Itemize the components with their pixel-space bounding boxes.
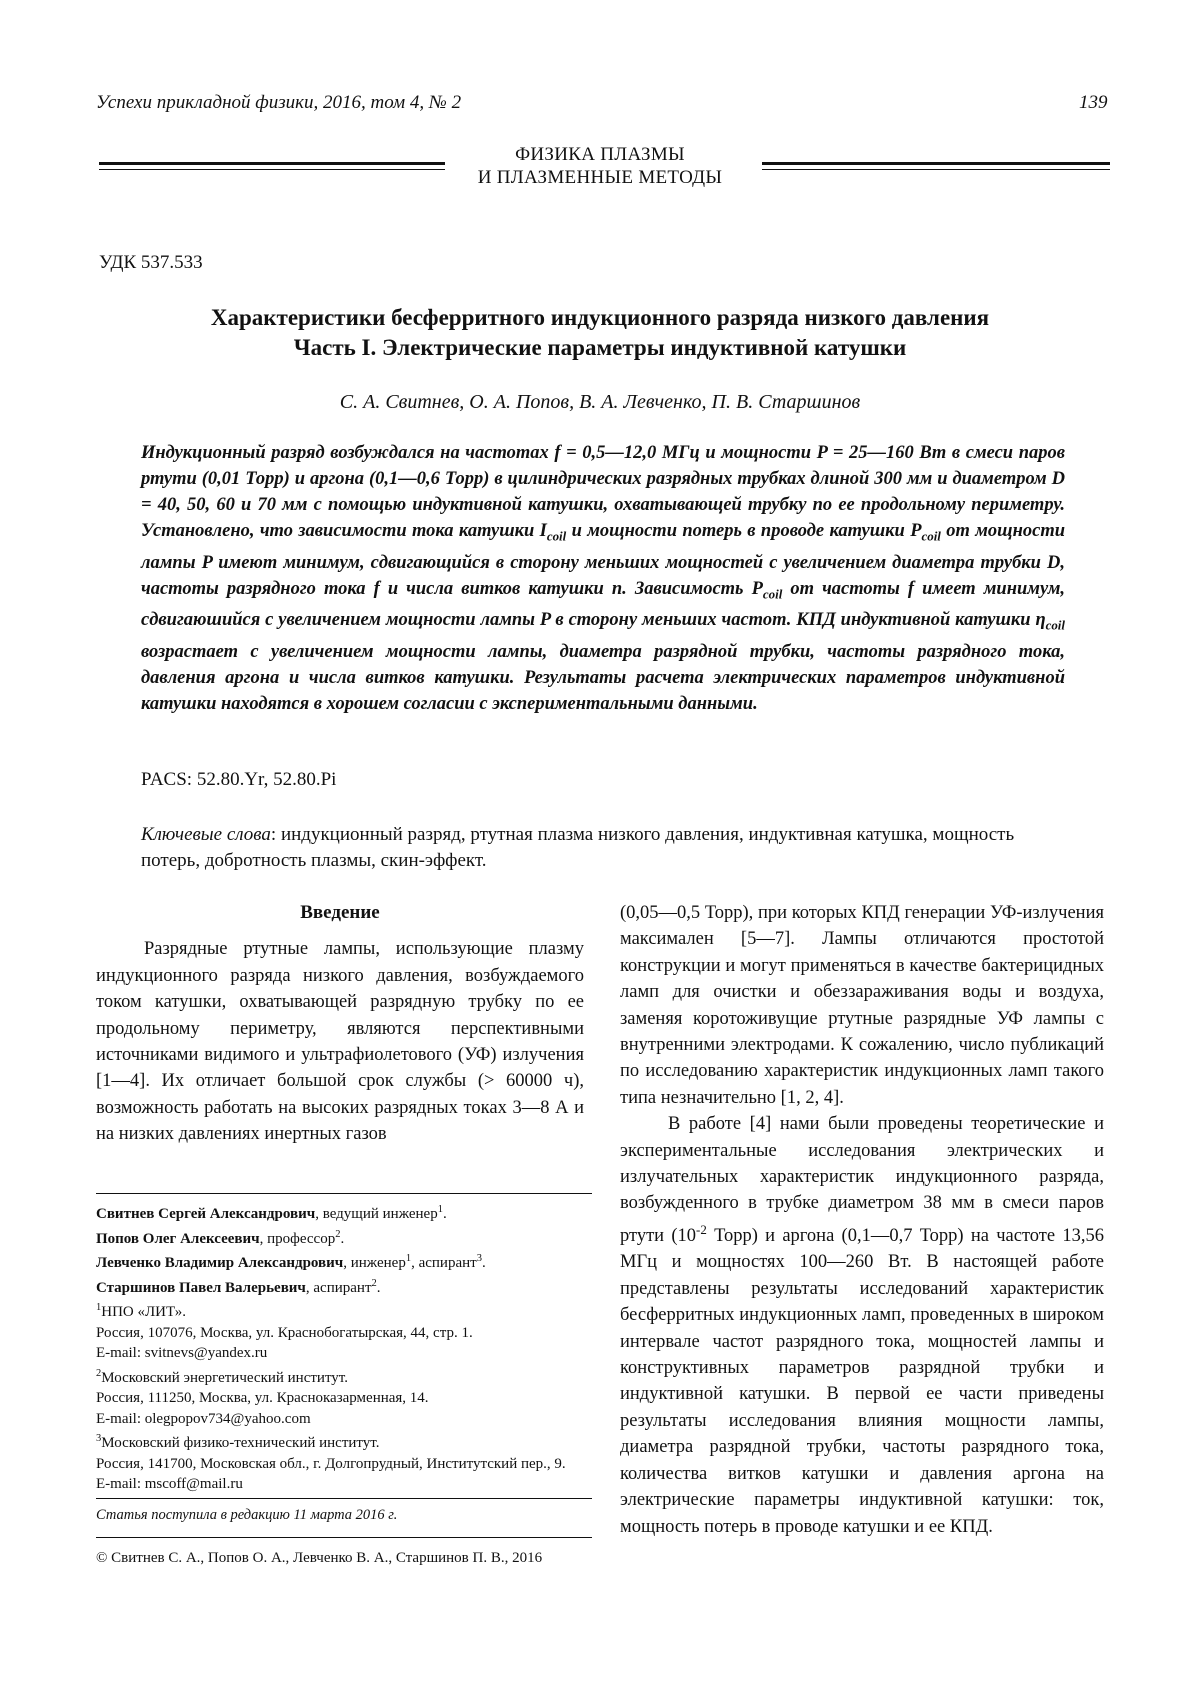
intro-paragraph-1: Разрядные ртутные лампы, использующие плазму индукционного разряда низкого давления, возбуждаемого током катушки, охватывающей разрядную трубку по ее продольному периметру, являются перспективными источниками видимого и ультрафиолетового (УФ) излучения [1—4]. Их отличает большой срок службы (> 60000 ч), возможность работать на высоких разрядных токах 3—8 А и на низких давлениях инертных газов — [96, 939, 584, 1145]
abstract-sub2: coil — [921, 528, 941, 544]
intro-paragraph-1-continued: (0,05—0,5 Торр), при которых КПД генерации УФ-излучения максимален [5—7]. Лампы отличаются простотой конструкции и могут применяться в качестве бактерицидных ламп для очистки и обеззараживания воды и воздуха, заменяя коротоживущие ртутные разрядные УФ лампы с внутренними электродами. К сожалению, число публикаций по исследованию характеристик индукционных ламп такого типа незначительно [1, 2, 4]. — [620, 903, 1104, 1108]
affiliation-2-email: E-mail: olegpopov734@yahoo.com — [96, 1410, 311, 1427]
running-header-journal: Успехи прикладной физики, 2016, том 4, № 2 — [96, 92, 462, 113]
paper-title — [0, 303, 1200, 363]
affiliation-1-email: E-mail: svitnevs@yandex.ru — [96, 1345, 268, 1361]
abstract-sub3: coil — [762, 586, 783, 602]
abstract-part1: Индукционный разряд возбуждался на частотах f = 0,5—12,0 МГц и мощности P = 25—160 Вт в смеси паров ртути (0,01 Торр) и аргона (0,1—0,6 Торр) в цилиндрических разрядных трубках длиной 300 мм и диаметром D = 40, 50, 60 и 70 мм с помощью индуктивной катушки, охватывающей трубку по ее продольному периметру. Установлено, что зависимости тока катушки I — [141, 443, 1065, 541]
abstract-part4: от частоты f имеет минимум, сдвигаюшийся с увеличением мощности лампы P в сторону меньших частот. КПД индуктивной катушки η — [141, 578, 1066, 631]
abstract-part2: и мощности потерь в проводе катушки P — [566, 521, 922, 541]
paper-title-line2: Часть I. Электрические параметры индуктивной катушки — [293, 335, 907, 360]
abstract-sub1: coil — [546, 528, 567, 544]
copyright: © Свитнев С. А., Попов О. А., Левченко В. А., Старшинов П. В., 2016 — [96, 1550, 543, 1566]
abstract-sub4: coil — [1045, 618, 1065, 634]
abstract-part3: от мощности лампы P имеют минимум, сдвигающийся в сторону меньших мощностей с увеличением диаметра трубки D, частоты разрядного тока f и числа витков катушки n. Зависимость P — [141, 521, 1065, 599]
keywords-label: Ключевые слова — [141, 824, 271, 845]
affiliation-1-address: Россия, 107076, Москва, ул. Краснобогатырская, 44, стр. 1. — [96, 1324, 473, 1341]
author-note-2: Попов Олег Алексеевич, профессор$^2$. — [96, 1228, 345, 1247]
footnote-separator — [96, 1193, 592, 1194]
affiliation-3-email: E-mail: mscoff@mail.ru — [96, 1476, 243, 1492]
intro-heading: Введение — [300, 902, 380, 923]
affiliation-3-address: Россия, 141700, Московская обл., г. Долгопрудный, Институтский пер., 9. — [96, 1455, 566, 1472]
page-number: 139 — [1079, 92, 1108, 113]
received-separator — [96, 1498, 592, 1499]
udk-code: УДК 537.533 — [99, 252, 203, 273]
keywords-text: : индукционный разряд, ртутная плазма низкого давления, индуктивная катушка, мощность потерь, добротность плазмы, скин-эффект. — [141, 824, 1015, 871]
author-note-1: Свитнев Сергей Александрович, ведущий инженер$^1$. — [96, 1204, 447, 1222]
affiliation-2: $^2$Московский энергетический институт. — [96, 1367, 348, 1386]
abstract-part5: возрастает с увеличением мощности лампы, диаметра разрядной трубки, частоты разрядного тока, давления аргона и числа витков катушки. Результаты расчета электрических параметров индуктивной катушки находятся в хорошем согласии с экспериментальными данными. — [141, 642, 1065, 715]
author-notes — [96, 1200, 596, 1495]
intro-paragraph-2: В работе [4] нами были проведены теоретические и экспериментальные исследования электрических и излучательных характеристик индукционного разряда, возбужденного в трубке диаметром 38 мм в смеси паров ртути ($10^{-2}$ Торр) и аргона (0,1—0,7 Торр) на частоте 13,56 МГц и мощностях 100—260 Вт. В настоящей работе представлены результаты исследований характеристик бесферритных индукционных ламп, проведенных в широком интервале частот разрядного тока, мощностей лампы и конструктивных параметров разрядной трубки и индуктивной катушки. В первой ее части приведены результаты исследования влияния мощности лампы, диаметра разрядной трубки, частоты разрядного тока, количества витков катушки и давления аргона на электрические параметры индуктивной катушки: ток, мощность потерь в проводе катушки и ее КПД. — [620, 1114, 1104, 1537]
intro-right-column — [620, 900, 1104, 1540]
affiliation-3: $^3$Московский физико-технический институт. — [96, 1433, 380, 1451]
section-banner — [0, 143, 1200, 189]
affiliation-2-address: Россия, 111250, Москва, ул. Красноказарменная, 14. — [96, 1390, 429, 1406]
author-note-4: Старшинов Павел Валерьевич, аспирант$^2$. — [96, 1277, 381, 1296]
author-list: С. А. Свитнев, О. А. Попов, В. А. Левченко, П. В. Старшинов — [339, 391, 861, 413]
keywords — [141, 822, 1065, 874]
pacs-codes: PACS: 52.80.Yr, 52.80.Pi — [141, 769, 337, 790]
received-date: Статья поступила в редакцию 11 марта 2016 г. — [96, 1507, 398, 1523]
abstract — [141, 440, 1065, 717]
section-title-line1: ФИЗИКА ПЛАЗМЫ — [515, 144, 685, 165]
section-title-line2: И ПЛАЗМЕННЫЕ МЕТОДЫ — [477, 167, 723, 188]
author-note-3: Левченко Владимир Александрович, инженер$^1$, аспирант$^3$. — [96, 1253, 486, 1271]
intro-left-column — [96, 900, 584, 1148]
copyright-separator — [96, 1537, 592, 1538]
affiliation-1: $^1$НПО «ЛИТ». — [96, 1302, 187, 1320]
paper-title-line1: Характеристики бесферритного индукционного разряда низкого давления — [210, 305, 990, 330]
